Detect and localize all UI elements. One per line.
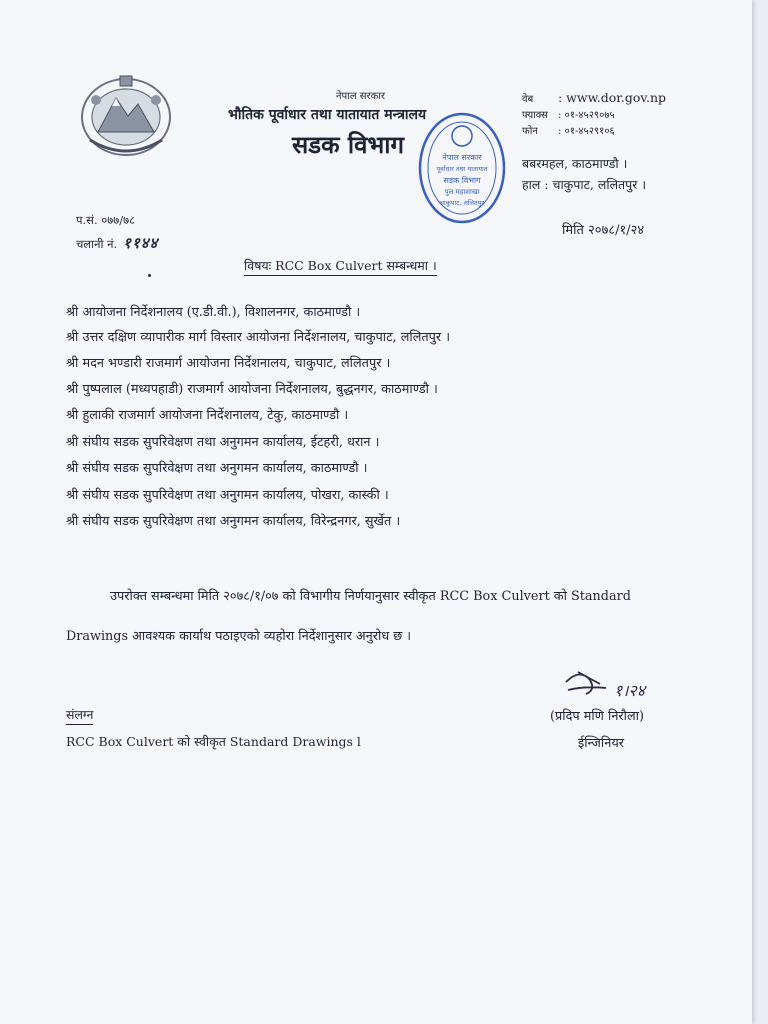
recipient-9: श्री संघीय सडक सुपरिवेक्षण तथा अनुगमन कार्यालय, विरेन्द्रनगर, सुर्खेत । — [66, 514, 401, 529]
contact-fax: फ्याक्स : ०१-४५२९०७५ — [522, 110, 615, 121]
recipient-1: श्री आयोजना निर्देशनालय (ए.डी.वी.), विशालनगर, काठमाण्डौ । — [66, 305, 361, 320]
recipient-6: श्री संघीय सडक सुपरिवेक्षण तथा अनुगमन कार्यालय, ईटहरी, धरान । — [66, 435, 380, 450]
recipient-8: श्री संघीय सडक सुपरिवेक्षण तथा अनुगमन कार्यालय, पोखरा, कास्की । — [66, 488, 389, 503]
signature-number: १।२४ — [614, 681, 646, 700]
nepal-emblem-icon — [76, 70, 176, 160]
recipient-2: श्री उत्तर दक्षिण व्यापारीक मार्ग विस्तार आयोजना निर्देशनालय, चाकुपाट, ललितपुर । — [66, 330, 451, 345]
signer-name: (प्रदिप मणि निरौला) — [550, 709, 644, 724]
enclosure-label: संलग्न — [66, 706, 93, 725]
address-line-1: बबरमहल, काठमाण्डौ । — [522, 156, 628, 171]
contact-web: वेब : www.dor.gov.np — [522, 90, 667, 105]
reference-number: प.सं. ०७७/७८ — [76, 213, 136, 227]
stamp-line-5: चाकुपाट, ललितपुर — [439, 199, 485, 207]
enclosure-text: RCC Box Culvert को स्वीकृत Standard Drawings l — [66, 734, 361, 749]
recipient-5: श्री हुलाकी राजमार्ग आयोजना निर्देशनालय, टेकु, काठमाण्डौ । — [66, 408, 349, 423]
contact-phone: फोन : ०१-४५२९१०६ — [522, 126, 615, 137]
body-line-1: उपरोक्त सम्बन्धमा मिति २०७८/१/०७ को विभागीय निर्णयानुसार स्वीकृत RCC Box Culvert को Standard — [110, 589, 631, 604]
government-name: नेपाल सरकार — [336, 91, 385, 102]
recipient-7: श्री संघीय सडक सुपरिवेक्षण तथा अनुगमन कार्यालय, काठमाण्डौ । — [66, 461, 368, 476]
ministry-name: भौतिक पूर्वाधार तथा यातायात मन्त्रालय — [228, 107, 427, 123]
body-line-2: Drawings आवश्यक कार्याथ पठाइएको व्यहोरा निर्देशानुसार अनुरोध छ । — [66, 629, 412, 644]
chalani-label: चलानी नं. — [76, 237, 118, 251]
stamp-line-1: नेपाल सरकार — [442, 153, 482, 162]
signer-title: ईन्जिनियर — [578, 736, 624, 751]
chalani-number: ११४४ — [123, 234, 159, 252]
official-stamp — [414, 108, 510, 234]
letter-subject: विषयः RCC Box Culvert सम्बन्धमा । — [244, 257, 437, 276]
chalani-row — [76, 233, 158, 253]
address-line-2: हाल : चाकुपाट, ललितपुर । — [522, 177, 647, 192]
recipient-3: श्री मदन भण्डारी राजमार्ग आयोजना निर्देशनालय, चाकुपाट, ललितपुर । — [66, 356, 391, 371]
department-name: सडक विभाग — [292, 130, 405, 159]
recipient-4: श्री पुष्पलाल (मध्यपहाडी) राजमार्ग आयोजना निर्देशनालय, बुद्धनगर, काठमाण्डौ । — [66, 382, 438, 397]
letter-date: मिति २०७८/१/२४ — [562, 223, 645, 238]
stamp-line-4: पुल महाशाखा — [444, 188, 480, 196]
signature-mark — [560, 660, 670, 706]
ink-dot — [148, 274, 151, 277]
stamp-line-3: सडक विभाग — [443, 176, 481, 185]
stamp-line-2: पूर्वाधार तथा यातायात — [436, 165, 488, 173]
